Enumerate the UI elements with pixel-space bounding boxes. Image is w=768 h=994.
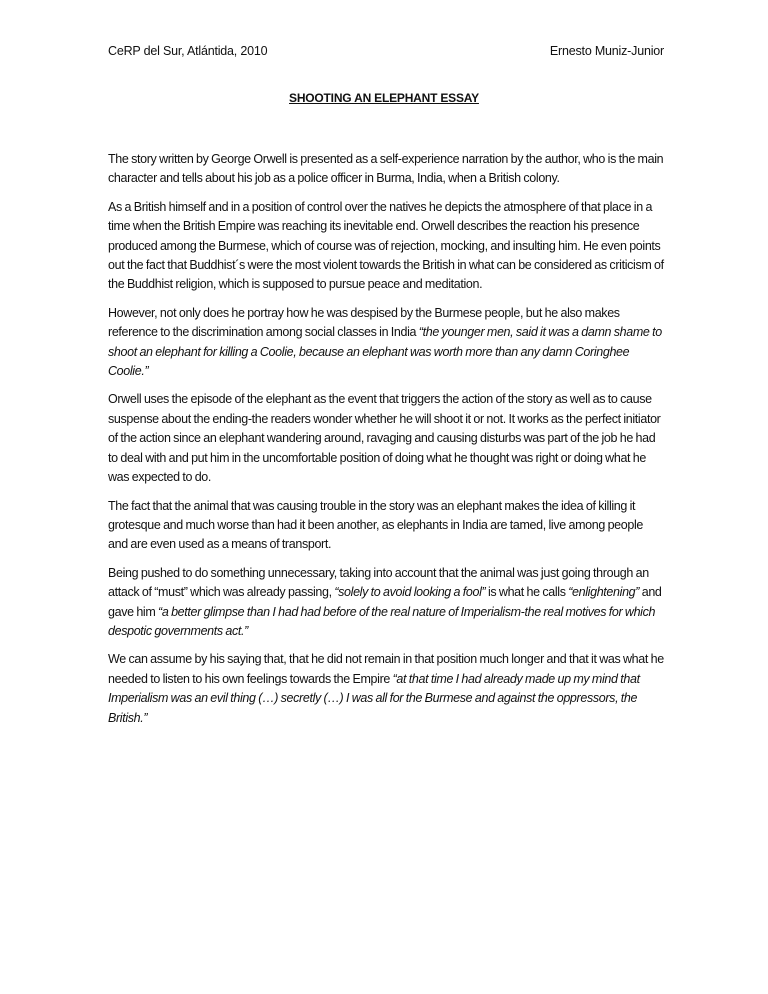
- paragraph-6-text-a: Being pushed to do something unnecessary, taking into account that the animal was just going through an attack of “must” which was already passing,: [108, 565, 649, 600]
- paragraph-6-quote-2: “enlightening”: [568, 585, 640, 600]
- paragraph-1: The story written by George Orwell is presented as a self-experience narration by the author, who is the main character and tells about his job as a police officer in Burma, India, when a British colony.: [108, 152, 664, 186]
- paragraph-5: The fact that the animal that was causing trouble in the story was an elephant makes the idea of killing it grotesque and much worse than had it been another, as elephants in India are tamed, live among people and are even used as a means of transport.: [108, 498, 644, 552]
- paragraph-7-text: We can assume by his saying that, that he did not remain in that position much longer and that it was what he needed to listen to his own feelings towards the Empire: [108, 652, 664, 686]
- paragraph-3: [108, 304, 664, 382]
- paragraph-3-quote: “the younger men, said it was a damn shame to shoot an elephant for killing a Coolie, because an elephant was worth more than any damn Coringhee Coolie.”: [108, 325, 662, 379]
- paragraph-6: [108, 564, 664, 642]
- header-author: Ernesto Muniz-Junior: [549, 44, 664, 58]
- essay-title-text: SHOOTING AN ELEPHANT ESSAY: [289, 91, 479, 105]
- essay-body: [108, 150, 664, 737]
- paragraph-3-text: However, not only does he portray how he was despised by the Burmese people, but he also makes reference to the discrimination among social classes in India: [108, 305, 620, 340]
- header-institution: CeRP del Sur, Atlántida, 2010: [108, 44, 268, 58]
- paragraph-6-quote-1: “solely to avoid looking a fool”: [334, 585, 486, 600]
- paragraph-4: Orwell uses the episode of the elephant as the event that triggers the action of the story as well as to cause suspense about the ending-the readers wonder whether he will shoot it or not. It works as the perfect initiator of the action since an elephant wandering around, ravaging and causing disturbs was part of the job he had to deal with and put him in the uncomfortable position of doing what he thought was right or doing what he was expected to do.: [108, 392, 661, 485]
- paragraph-6-text-b: is what he calls: [485, 585, 569, 600]
- paragraph-7-quote: “at that time I had already made up my mind that Imperialism was an evil thing (…) secretly (…) I was all for the Burmese and against the oppressors, the British.”: [108, 671, 640, 725]
- paragraph-6-text-c: and gave him: [108, 585, 662, 619]
- essay-title: [0, 91, 768, 105]
- paragraph-6-quote-3: “a better glimpse than I had had before of the real nature of Imperialism-the real motives for which despotic governments act.”: [108, 604, 656, 638]
- paragraph-2: As a British himself and in a position of control over the natives he depicts the atmosphere of that place in a time when the British Empire was reaching its inevitable end. Orwell describes the reaction his presence produced among the Burmese, which of course was of rejection, mocking, and insulting him. He even points out the fact that Buddhist´s were the most violent towards the British in what can be considered as criticism of the Buddhist religion, which is supposed to pursue peace and meditation.: [108, 199, 664, 292]
- paragraph-7: [108, 650, 664, 728]
